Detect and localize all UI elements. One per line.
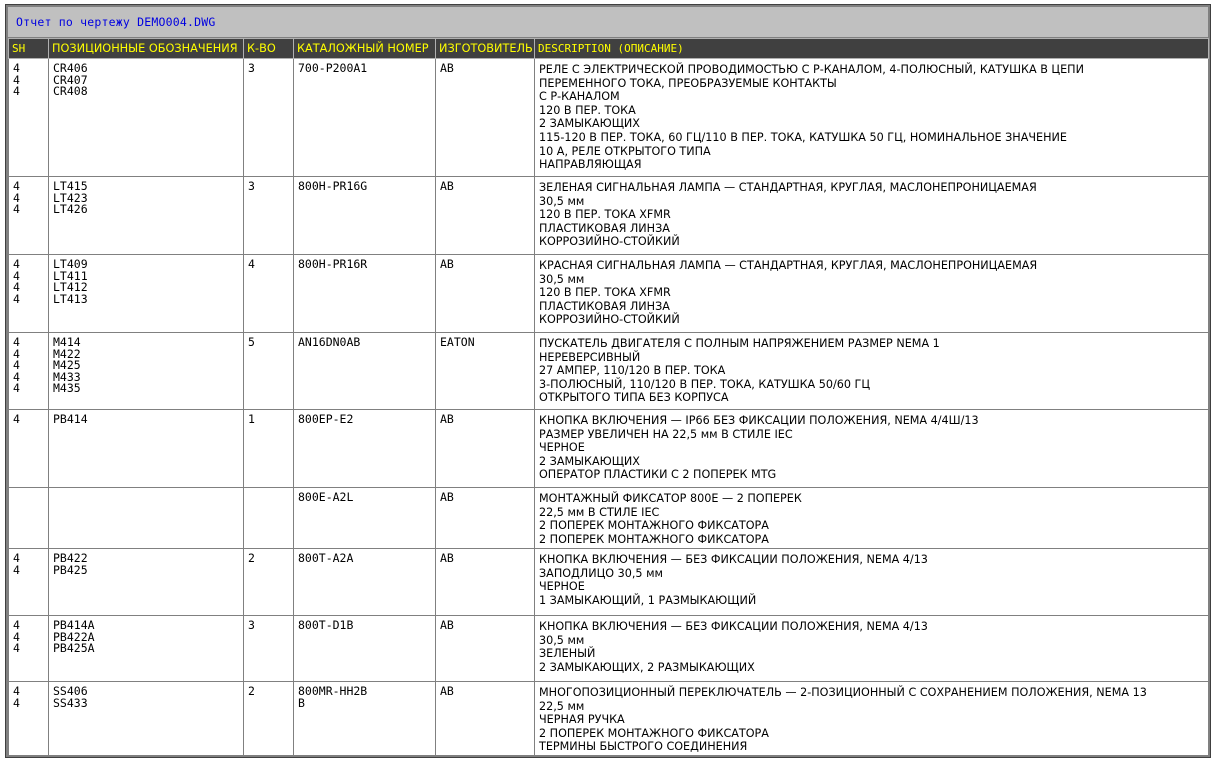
catalog-cell-line: 800EP-E2 bbox=[298, 412, 354, 426]
description-cell-line: 27 АМПЕР, 110/120 В ПЕР. ТОКА bbox=[539, 364, 726, 378]
tag-cell-line: LT409 bbox=[53, 257, 88, 271]
sheet-cell bbox=[9, 488, 49, 549]
catalog-cell-line: 800MR-HH2B bbox=[298, 684, 368, 698]
tag-cell-line: LT413 bbox=[53, 291, 88, 306]
column-header-tags[interactable]: ПОЗИЦИОННЫЕ ОБОЗНАЧЕНИЯ bbox=[49, 39, 244, 59]
tag-cell-line: LT412 bbox=[53, 280, 88, 295]
description-cell bbox=[535, 59, 1209, 177]
column-header-catalog[interactable]: КАТАЛОЖНЫЙ НОМЕР bbox=[294, 39, 436, 59]
tag-cell-line: CR407 bbox=[53, 72, 88, 87]
manufacturer-cell: AB bbox=[436, 255, 535, 333]
description-cell-line: РАЗМЕР УВЕЛИЧЕН НА 22,5 мм В СТИЛЕ IEC bbox=[539, 427, 793, 441]
description-cell-line: ЗЕЛЕНАЯ СИГНАЛЬНАЯ ЛАМПА — СТАНДАРТНАЯ, КРУГЛАЯ, МАСЛОНЕПРОНИЦАЕМАЯ bbox=[539, 181, 1037, 194]
column-header-manufacturer[interactable]: ИЗГОТОВИТЕЛЬ bbox=[436, 39, 535, 59]
tag-cell-line: M425 bbox=[53, 358, 81, 373]
description-cell-line: 2 ЗАМЫКАЮЩИХ bbox=[539, 117, 640, 131]
sheet-cell-line: 4 bbox=[13, 346, 20, 361]
manufacturer-cell: AB bbox=[436, 488, 535, 549]
description-cell-line: 2 ЗАМЫКАЮЩИХ, 2 РАЗМЫКАЮЩИХ bbox=[539, 660, 755, 674]
manufacturer-cell: AB bbox=[436, 59, 535, 177]
description-cell-line: С Р-КАНАЛОМ bbox=[539, 90, 620, 104]
table-header-row bbox=[9, 39, 1209, 59]
description-cell-line: ЧЕРНОЕ bbox=[539, 580, 585, 594]
sheet-cell-line: 4 bbox=[13, 629, 20, 644]
sheet-cell-line: 4 bbox=[13, 641, 20, 656]
description-cell-line: 30,5 мм bbox=[539, 633, 585, 647]
report-title: Отчет по чертежу DEMO004.DWG bbox=[8, 7, 1208, 38]
tag-cell-line: CR408 bbox=[53, 84, 88, 99]
description-cell-line: ПЛАСТИКОВАЯ ЛИНЗА bbox=[539, 221, 670, 235]
manufacturer-cell: AB bbox=[436, 410, 535, 488]
report-window bbox=[6, 5, 1210, 757]
description-cell bbox=[535, 410, 1209, 488]
table-row[interactable] bbox=[9, 177, 1209, 255]
description-cell-line: 3-ПОЛЮСНЫЙ, 110/120 В ПЕР. ТОКА, КАТУШКА 50/60 ГЦ bbox=[539, 377, 871, 391]
tag-cell bbox=[49, 682, 244, 756]
tag-cell bbox=[49, 410, 244, 488]
tag-cell-line: SS406 bbox=[53, 684, 88, 698]
qty-cell: 3 bbox=[244, 59, 294, 177]
description-cell-line: 22,5 мм bbox=[539, 699, 585, 713]
tag-cell bbox=[49, 333, 244, 410]
tag-cell bbox=[49, 616, 244, 682]
catalog-cell-line: 800T-D1B bbox=[298, 618, 354, 632]
sheet-cell bbox=[9, 177, 49, 255]
sheet-cell-line: 4 bbox=[13, 695, 20, 710]
tag-cell-line: LT411 bbox=[53, 268, 88, 283]
bom-table bbox=[8, 38, 1209, 756]
tag-cell-line: M433 bbox=[53, 369, 81, 384]
tag-cell bbox=[49, 255, 244, 333]
description-cell-line: ЧЕРНАЯ РУЧКА bbox=[539, 713, 625, 727]
tag-cell-line: M422 bbox=[53, 346, 81, 361]
description-cell-line: КОРРОЗИЙНО-СТОЙКИЙ bbox=[539, 235, 680, 249]
tag-cell bbox=[49, 488, 244, 549]
table-row[interactable] bbox=[9, 410, 1209, 488]
sheet-cell-line: 4 bbox=[13, 179, 20, 193]
qty-cell bbox=[244, 488, 294, 549]
sheet-cell bbox=[9, 682, 49, 756]
description-cell-line: ЗЕЛЕНЫЙ bbox=[539, 647, 596, 661]
tag-cell-line: M414 bbox=[53, 335, 81, 349]
sheet-cell-line: 4 bbox=[13, 190, 20, 205]
tag-cell-line: PB422 bbox=[53, 551, 88, 565]
description-cell-line: 120 В ПЕР. ТОКА bbox=[539, 103, 636, 117]
qty-cell: 3 bbox=[244, 177, 294, 255]
sheet-cell-line: 4 bbox=[13, 268, 20, 283]
sheet-cell-line: 4 bbox=[13, 412, 20, 426]
qty-cell: 2 bbox=[244, 682, 294, 756]
description-cell-line: 10 А, РЕЛЕ ОТКРЫТОГО ТИПА bbox=[539, 144, 711, 158]
tag-cell bbox=[49, 177, 244, 255]
description-cell bbox=[535, 549, 1209, 616]
description-cell-line: ПУСКАТЕЛЬ ДВИГАТЕЛЯ С ПОЛНЫМ НАПРЯЖЕНИЕМ РАЗМЕР NEMA 1 bbox=[539, 337, 940, 350]
tag-cell-line: PB425 bbox=[53, 562, 88, 577]
tag-cell bbox=[49, 59, 244, 177]
description-cell-line: ОТКРЫТОГО ТИПА БЕЗ КОРПУСА bbox=[539, 391, 729, 405]
catalog-cell bbox=[294, 255, 436, 333]
catalog-cell bbox=[294, 616, 436, 682]
manufacturer-cell: AB bbox=[436, 682, 535, 756]
description-cell bbox=[535, 682, 1209, 756]
tag-cell-line: PB422A bbox=[53, 629, 95, 644]
catalog-cell bbox=[294, 333, 436, 410]
description-cell-line: КНОПКА ВКЛЮЧЕНИЯ — БЕЗ ФИКСАЦИИ ПОЛОЖЕНИЯ, NEMA 4/13 bbox=[539, 620, 928, 633]
qty-cell: 2 bbox=[244, 549, 294, 616]
description-cell bbox=[535, 333, 1209, 410]
description-cell-line: 30,5 мм bbox=[539, 272, 585, 286]
sheet-cell-line: 4 bbox=[13, 61, 20, 75]
manufacturer-cell: EATON bbox=[436, 333, 535, 410]
table-row[interactable] bbox=[9, 255, 1209, 333]
catalog-cell-line: 800H-PR16R bbox=[298, 257, 368, 271]
description-cell-line: КРАСНАЯ СИГНАЛЬНАЯ ЛАМПА — СТАНДАРТНАЯ, КРУГЛАЯ, МАСЛОНЕПРОНИЦАЕМАЯ bbox=[539, 259, 1038, 272]
description-cell-line: 120 В ПЕР. ТОКА XFMR bbox=[539, 286, 671, 300]
table-row[interactable] bbox=[9, 59, 1209, 177]
table-row[interactable] bbox=[9, 682, 1209, 756]
sheet-cell bbox=[9, 410, 49, 488]
sheet-cell-line: 4 bbox=[13, 84, 20, 99]
description-cell-line: ТЕРМИНЫ БЫСТРОГО СОЕДИНЕНИЯ bbox=[539, 740, 748, 754]
sheet-cell bbox=[9, 333, 49, 410]
table-row[interactable] bbox=[9, 488, 1209, 549]
description-cell-line: 115-120 В ПЕР. ТОКА, 60 ГЦ/110 В ПЕР. ТОКА, КАТУШКА 50 ГЦ, НОМИНАЛЬНОЕ ЗНАЧЕНИЕ bbox=[539, 130, 1067, 144]
sheet-cell-line: 4 bbox=[13, 291, 20, 306]
sheet-cell-line: 4 bbox=[13, 381, 20, 396]
tag-cell bbox=[49, 549, 244, 616]
catalog-cell-line: 800H-PR16G bbox=[298, 179, 368, 193]
tag-cell-line: LT426 bbox=[53, 202, 88, 217]
description-cell-line: 2 ЗАМЫКАЮЩИХ bbox=[539, 454, 640, 468]
sheet-cell-line: 4 bbox=[13, 280, 20, 295]
sheet-cell-line: 4 bbox=[13, 72, 20, 87]
description-cell-line: 30,5 мм bbox=[539, 194, 585, 208]
column-header-description[interactable]: DESCRIPTION (ОПИСАНИЕ) bbox=[535, 39, 1209, 59]
sheet-cell-line: 4 bbox=[13, 202, 20, 217]
sheet-cell-line: 4 bbox=[13, 551, 20, 565]
tag-cell-line: LT423 bbox=[53, 190, 88, 205]
description-cell bbox=[535, 255, 1209, 333]
catalog-cell bbox=[294, 682, 436, 756]
tag-cell-line: CR406 bbox=[53, 61, 88, 75]
tag-cell-line: M435 bbox=[53, 381, 81, 396]
sheet-cell-line: 4 bbox=[13, 335, 20, 349]
description-cell-line: ПЕРЕМЕННОГО ТОКА, ПРЕОБРАЗУЕМЫЕ КОНТАКТЫ bbox=[539, 76, 837, 90]
sheet-cell-line: 4 bbox=[13, 618, 20, 632]
description-cell-line: 1 ЗАМЫКАЮЩИЙ, 1 РАЗМЫКАЮЩИЙ bbox=[539, 593, 757, 607]
table-row[interactable] bbox=[9, 616, 1209, 682]
sheet-cell bbox=[9, 616, 49, 682]
qty-cell: 5 bbox=[244, 333, 294, 410]
description-cell bbox=[535, 177, 1209, 255]
table-body bbox=[9, 59, 1209, 756]
catalog-cell bbox=[294, 410, 436, 488]
column-header-qty[interactable]: К-ВО bbox=[244, 39, 294, 59]
catalog-cell-line: 700-P200A1 bbox=[298, 61, 368, 75]
table-row[interactable] bbox=[9, 549, 1209, 616]
catalog-cell-line: 800T-A2A bbox=[298, 551, 354, 565]
qty-cell: 4 bbox=[244, 255, 294, 333]
description-cell-line: КНОПКА ВКЛЮЧЕНИЯ — БЕЗ ФИКСАЦИИ ПОЛОЖЕНИЯ, NEMA 4/13 bbox=[539, 553, 928, 566]
tag-cell-line: PB425A bbox=[53, 641, 95, 656]
description-cell-line: ЗАПОДЛИЦО 30,5 мм bbox=[539, 566, 663, 580]
description-cell bbox=[535, 616, 1209, 682]
qty-cell: 3 bbox=[244, 616, 294, 682]
description-cell-line: КОРРОЗИЙНО-СТОЙКИЙ bbox=[539, 313, 680, 327]
sheet-cell-line: 4 bbox=[13, 562, 20, 577]
tag-cell-line: LT415 bbox=[53, 179, 88, 193]
tag-cell-line: PB414 bbox=[53, 412, 88, 426]
tag-cell-line: SS433 bbox=[53, 695, 88, 710]
description-cell-line: МНОГОПОЗИЦИОННЫЙ ПЕРЕКЛЮЧАТЕЛЬ — 2-ПОЗИЦИОННЫЙ С СОХРАНЕНИЕМ ПОЛОЖЕНИЯ, NEMA 13 bbox=[539, 686, 1147, 699]
description-cell-line: МОНТАЖНЫЙ ФИКСАТОР 800E — 2 ПОПЕРЕК bbox=[539, 492, 802, 505]
description-cell-line: ОПЕРАТОР ПЛАСТИКИ С 2 ПОПЕРЕК MTG bbox=[539, 468, 777, 482]
sheet-cell-line: 4 bbox=[13, 684, 20, 698]
description-cell-line: ЧЕРНОЕ bbox=[539, 441, 585, 455]
catalog-cell-line: B bbox=[298, 695, 305, 710]
description-cell-line: 2 ПОПЕРЕК МОНТАЖНОГО ФИКСАТОРА bbox=[539, 532, 769, 546]
sheet-cell-line: 4 bbox=[13, 358, 20, 373]
manufacturer-cell: AB bbox=[436, 616, 535, 682]
description-cell-line: РЕЛЕ С ЭЛЕКТРИЧЕСКОЙ ПРОВОДИМОСТЬЮ С Р-КАНАЛОМ, 4-ПОЛЮСНЫЙ, КАТУШКА В ЦЕПИ bbox=[539, 63, 1084, 76]
sheet-cell bbox=[9, 255, 49, 333]
sheet-cell-line: 4 bbox=[13, 257, 20, 271]
description-cell-line: КНОПКА ВКЛЮЧЕНИЯ — IP66 БЕЗ ФИКСАЦИИ ПОЛОЖЕНИЯ, NEMA 4/4Ш/13 bbox=[539, 414, 979, 427]
description-cell-line: 2 ПОПЕРЕК МОНТАЖНОГО ФИКСАТОРА bbox=[539, 726, 769, 740]
column-header-sh[interactable]: SH bbox=[9, 39, 49, 59]
catalog-cell-line: 800E-A2L bbox=[298, 490, 354, 504]
catalog-cell bbox=[294, 549, 436, 616]
description-cell-line: НЕРЕВЕРСИВНЫЙ bbox=[539, 350, 641, 364]
sheet-cell bbox=[9, 549, 49, 616]
description-cell-line: ПЛАСТИКОВАЯ ЛИНЗА bbox=[539, 299, 670, 313]
catalog-cell bbox=[294, 177, 436, 255]
description-cell-line: 120 В ПЕР. ТОКА XFMR bbox=[539, 208, 671, 222]
sheet-cell bbox=[9, 59, 49, 177]
sheet-cell-line: 4 bbox=[13, 369, 20, 384]
table-row[interactable] bbox=[9, 333, 1209, 410]
description-cell-line: 2 ПОПЕРЕК МОНТАЖНОГО ФИКСАТОРА bbox=[539, 519, 769, 533]
catalog-cell bbox=[294, 488, 436, 549]
description-cell-line: НАПРАВЛЯЮЩАЯ bbox=[539, 158, 642, 172]
qty-cell: 1 bbox=[244, 410, 294, 488]
manufacturer-cell: AB bbox=[436, 549, 535, 616]
description-cell-line: 22,5 мм В СТИЛЕ IEC bbox=[539, 505, 660, 519]
description-cell bbox=[535, 488, 1209, 549]
catalog-cell bbox=[294, 59, 436, 177]
catalog-cell-line: AN16DN0AB bbox=[298, 335, 361, 349]
manufacturer-cell: AB bbox=[436, 177, 535, 255]
tag-cell-line: PB414A bbox=[53, 618, 95, 632]
